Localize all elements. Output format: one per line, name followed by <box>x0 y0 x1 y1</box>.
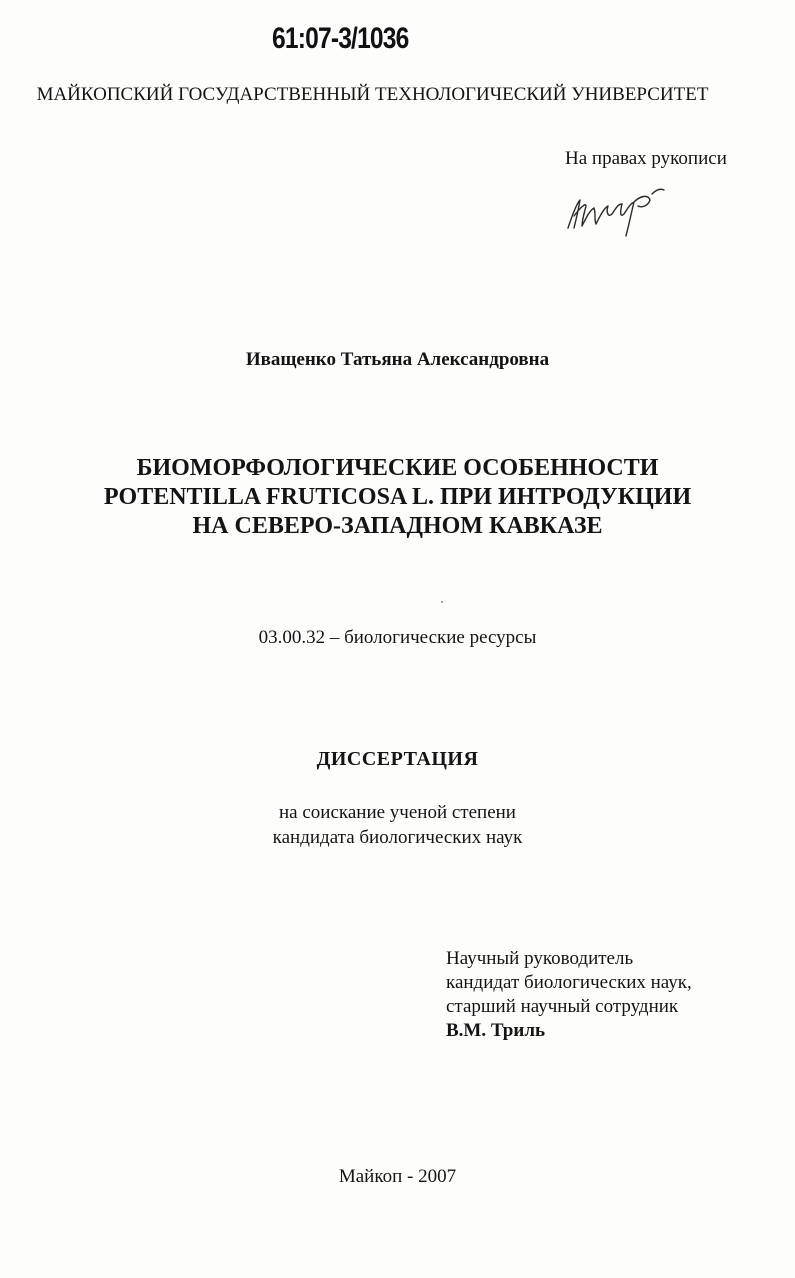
supervisor-block <box>446 947 692 1043</box>
supervisor-degree: кандидат биологических наук, <box>446 972 692 993</box>
handwritten-signature <box>560 180 670 242</box>
scan-speck <box>441 601 443 603</box>
degree-line-2: кандидата биологических наук <box>272 827 523 848</box>
university-name: МАЙКОПСКИЙ ГОСУДАРСТВЕННЫЙ ТЕХНОЛОГИЧЕСКИЙ УНИВЕРСИТЕТ <box>36 84 709 105</box>
title-line-2: POTENTILLA FRUTICOSA L. ПРИ ИНТРОДУКЦИИ <box>103 484 692 510</box>
title-line-3: НА СЕВЕРО-ЗАПАДНОМ КАВКАЗЕ <box>192 513 603 539</box>
specialty-code: 03.00.32 – биологические ресурсы <box>258 627 537 648</box>
dissertation-title <box>0 454 795 541</box>
title-line-1: БИОМОРФОЛОГИЧЕСКИЕ ОСОБЕННОСТИ <box>136 455 659 481</box>
catalog-stamp-number: 61:07-3/1036 <box>272 22 409 55</box>
degree-line-1: на соискание ученой степени <box>279 802 516 823</box>
supervisor-name: В.М. Триль <box>446 1020 546 1041</box>
supervisor-role: Научный руководитель <box>446 948 634 969</box>
place-and-year: Майкоп - 2007 <box>338 1166 457 1187</box>
degree-statement <box>0 800 795 850</box>
rights-note: На правах рукописи <box>565 148 727 169</box>
document-type: ДИССЕРТАЦИЯ <box>316 748 479 770</box>
author-name: Иващенко Татьяна Александровна <box>245 349 550 370</box>
supervisor-position: старший научный сотрудник <box>446 996 679 1017</box>
